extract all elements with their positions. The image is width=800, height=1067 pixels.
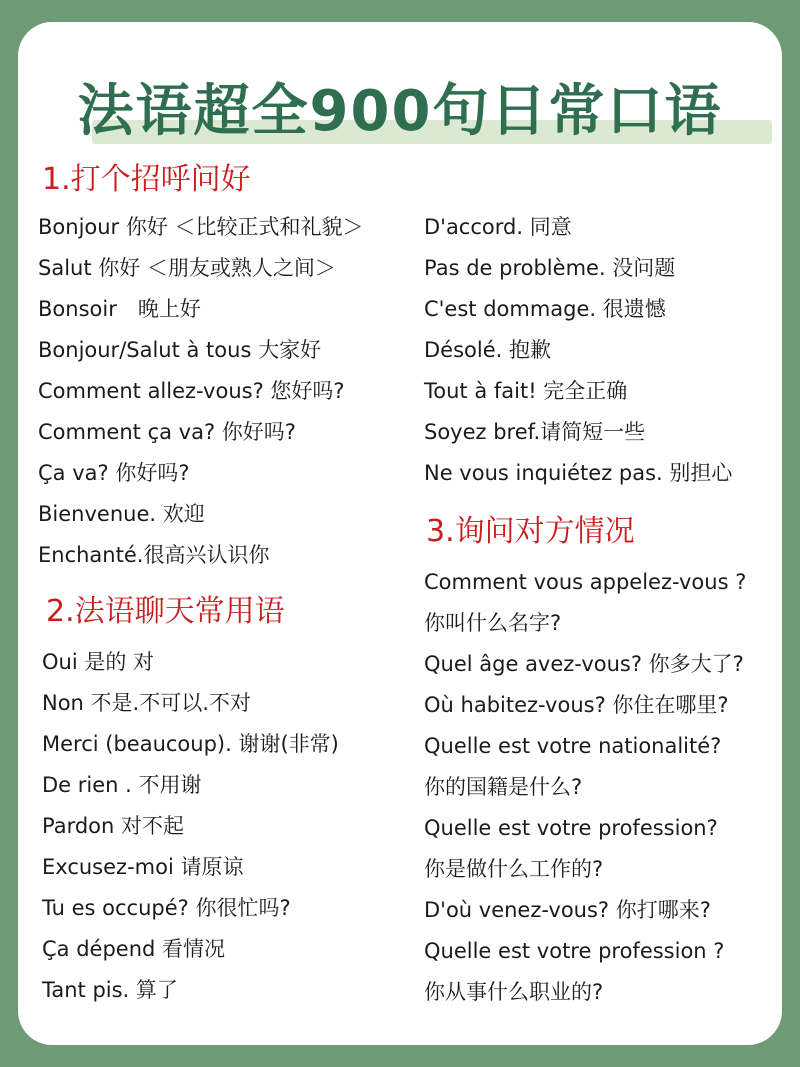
phrase-line: De rien . 不用谢: [42, 773, 202, 797]
phrase-line: D'où venez-vous? 你打哪来?: [424, 898, 711, 922]
phrase-line: Oui 是的 对: [42, 650, 155, 674]
title-block: [18, 72, 782, 152]
phrase-line: C'est dommage. 很遗憾: [424, 297, 666, 321]
phrase-line: Comment ça va? 你好吗?: [38, 420, 296, 444]
phrase-line: Enchanté.很高兴认识你: [38, 543, 270, 567]
phrase-line: Ça va? 你好吗?: [38, 461, 190, 485]
phrase-line: Salut 你好 ＜朋友或熟人之间＞: [38, 256, 336, 280]
phrase-line: Pas de problème. 没问题: [424, 256, 676, 280]
phrase-line: Quelle est votre profession?: [424, 816, 718, 840]
page-title: 法语超全900句日常口语: [77, 79, 723, 144]
phrase-line: Comment allez-vous? 您好吗?: [38, 379, 345, 403]
phrase-card: [18, 22, 782, 1045]
phrase-line: 你从事什么职业的?: [424, 980, 604, 1004]
phrase-line: Pardon 对不起: [42, 814, 185, 838]
phrase-line: Soyez bref.请简短一些: [424, 420, 646, 444]
phrase-line: Bienvenue. 欢迎: [38, 502, 205, 526]
phrase-line: Comment vous appelez-vous ?: [424, 570, 747, 594]
phrase-line: Où habitez-vous? 你住在哪里?: [424, 693, 729, 717]
phrase-line: Quelle est votre profession ?: [424, 939, 725, 963]
phrase-line: 你的国籍是什么?: [424, 775, 583, 799]
phrase-line: Non 不是.不可以.不对: [42, 691, 251, 715]
phrase-line: 你是做什么工作的?: [424, 857, 604, 881]
phrase-line: Ça dépend 看情况: [42, 937, 226, 961]
phrase-line: Merci (beaucoup). 谢谢(非常): [42, 732, 339, 756]
phrase-line: Bonjour/Salut à tous 大家好: [38, 338, 322, 362]
phrase-line: Quel âge avez-vous? 你多大了?: [424, 652, 744, 676]
section-heading-asking: 3.询问对方情况: [426, 514, 635, 549]
phrase-line: 你叫什么名字?: [424, 611, 562, 635]
phrase-line: Quelle est votre nationalité?: [424, 734, 722, 758]
phrase-line: Tu es occupé? 你很忙吗?: [42, 896, 291, 920]
section-heading-chat: 2.法语聊天常用语: [46, 594, 285, 629]
section-heading-greetings: 1.打个招呼问好: [42, 162, 251, 197]
phrase-line: Ne vous inquiétez pas. 别担心: [424, 461, 733, 485]
phrase-line: Excusez-moi 请原谅: [42, 855, 244, 879]
phrase-line: Bonsoir 晚上好: [38, 297, 201, 321]
phrase-line: Tant pis. 算了: [42, 978, 178, 1002]
phrase-line: Tout à fait! 完全正确: [424, 379, 628, 403]
phrase-line: Bonjour 你好 ＜比较正式和礼貌＞: [38, 215, 364, 239]
phrase-line: Désolé. 抱歉: [424, 338, 551, 362]
phrase-line: D'accord. 同意: [424, 215, 572, 239]
